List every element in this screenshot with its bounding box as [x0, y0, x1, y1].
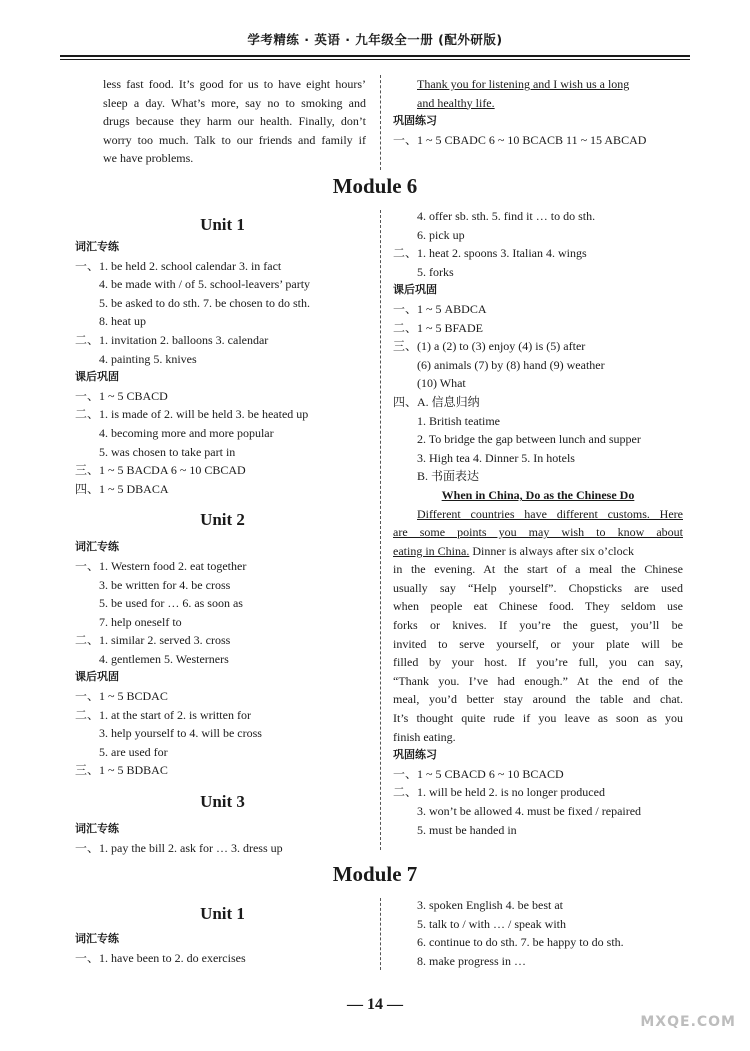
essay-line: are some points you may wish to know about	[393, 525, 683, 540]
essay-line: usually say “Help yourself”. Chopsticks are used	[393, 580, 683, 595]
essay-line: filled by your host. If you’re full, you can say,	[393, 655, 683, 670]
essay-ending-line: Thank you for listening and I wish us a long	[417, 77, 630, 91]
module7-left-column: Unit 1 词汇专练 一、1. have been to 2. do exercises	[75, 898, 370, 967]
section-heading: 课后巩固	[393, 283, 437, 297]
essay-line: “Thank you. I’ve had enough.” At the end of the	[393, 673, 683, 688]
essay-title: When in China, Do as the Chinese Do	[441, 487, 635, 502]
section-heading: 词汇专练	[75, 932, 119, 945]
section-heading: 词汇专练	[75, 822, 119, 836]
essay-line: It’s thought quite rude if you leave as soon as you	[393, 711, 683, 726]
essay-line: in the evening. At the start of a meal the Chinese	[393, 562, 683, 577]
top-right-block	[393, 75, 683, 149]
essay-line: meal, you’d better stay around the table and chat.	[393, 692, 683, 707]
module-7-title: Module 7	[332, 862, 418, 886]
module6-right-column: 4. offer sb. sth. 5. find it … to do sth. 6. pick up 二、1. heat 2. spoons 3. Italian 4. wings 5. forks 课后巩固 一、1 ~ 5 ABDCA 二、1 ~ 5 BFADE 三、(1) a (2) to (3) enjoy (4) is (5) after (6) animals (7) by (8) hand (9) weather (10) What 四、A. 信息归纳 1. British teatime 2. To bridge the gap between lunch and supper 3. High tea 4. Dinner 5. In hotels B. 书面表达 When in China, Do as the Chinese Do Different countries have different customs. Here are some points you may wish to know about eating in China. Dinner is always after six o’clock in the evening. At the start of a meal the Chinese usually say “Help yourself”. Chopsticks are used when people eat Chinese food. They seldom use forks or knives. If you’re the guest, you’ll be invited to serve yourself, or your plate will be filled by your host. If you’re full, you can say, “Thank you. I’ve had enough.” At the end of the meal, you’d better stay around the table and chat. It’s thought quite rude if you leave as soon as you finish eating. 巩固练习 一、1 ~ 5 CBACD 6 ~ 10 BCACD 二、1. will be held 2. is no longer produced 3. won’t be allowed 4. must be fixed / repaired 5. must be handed in	[393, 209, 683, 837]
column-divider-top	[380, 75, 381, 170]
unit-1-title: Unit 1	[200, 215, 245, 234]
header-rule-thick	[60, 55, 690, 57]
top-left-paragraph: less fast food. It’s good for us to have eight hours’ sleep a day. What’s more, say no to smoking and drugs because they harm our health. Finally, don’t worry too much. Talk to our friends and family if we have problems.	[103, 77, 366, 166]
column-divider-module7	[380, 898, 381, 970]
answer-line: 一、1 ~ 5 CBADC 6 ~ 10 BCACB 11 ~ 15 ABCAD	[393, 132, 647, 147]
section-heading: 课后巩固	[75, 370, 119, 384]
essay-line: finish eating.	[393, 729, 456, 744]
module7-right-column: 3. spoken English 4. be best at 5. talk to / with … / speak with 6. continue to do sth. 7. be happy to do sth. 8. make progress in …	[417, 898, 624, 968]
essay-line: when people eat Chinese food. They seldom use	[393, 599, 683, 614]
unit-2-title: Unit 2	[200, 510, 245, 530]
watermark-logo: MXQE.COM	[640, 1014, 736, 1030]
section-heading: 巩固练习	[393, 748, 437, 762]
page-number: — 14 —	[347, 996, 403, 1013]
essay-line: Different countries have different customs. Here	[417, 506, 683, 521]
essay-line: invited to serve yourself, or your plate will be	[393, 636, 683, 651]
module-6-title: Module 6	[332, 174, 418, 198]
essay-line: eating in China. Dinner is always after six o’clock	[393, 543, 634, 558]
section-heading: 词汇专练	[75, 240, 119, 253]
column-divider-module6	[380, 210, 381, 850]
essay-ending-line: and healthy life.	[417, 95, 495, 110]
section-heading: 课后巩固	[75, 670, 119, 684]
essay-line: forks or knives. If you’re the guest, you’ll be	[393, 618, 683, 633]
running-header: 学考精练 · 英语 · 九年级全一册 (配外研版)	[247, 32, 503, 47]
unit-3-title: Unit 3	[200, 792, 245, 812]
unit-1-title: Unit 1	[200, 904, 245, 923]
section-heading: 巩固练习	[393, 114, 437, 128]
module6-left-column: Unit 1 词汇专练 一、1. be held 2. school calendar 3. in fact 4. be made with / of 5. school-leavers’ party 5. be asked to do sth. 7. be chosen to do sth. 8. heat up 二、1. invitation 2. balloons 3. calendar 4. painting 5. knives 课后巩固 一、1 ~ 5 CBACD 二、1. is made of 2. will be held 3. be heated up 4. becoming more and more popular 5. was chosen to take part in 三、1 ~ 5 BACDA 6 ~ 10 CBCAD 四、1 ~ 5 DBACA Unit 2 词汇专练 一、1. Western food 2. eat together 3. be written for 4. be cross 5. be used for … 6. as soon as 7. help oneself to 二、1. similar 2. served 3. cross 4. gentlemen 5. Westerners 课后巩固 一、1 ~ 5 BCDAC 二、1. at the start of 2. is written for 3. help yourself to 4. will be cross 5. are used for 三、1 ~ 5 BDBAC Unit 3 词汇专练 一、1. pay the bill 2. ask for … 3. dress up	[75, 212, 370, 857]
section-heading: 词汇专练	[75, 540, 119, 554]
header-rule-thin	[60, 59, 690, 60]
